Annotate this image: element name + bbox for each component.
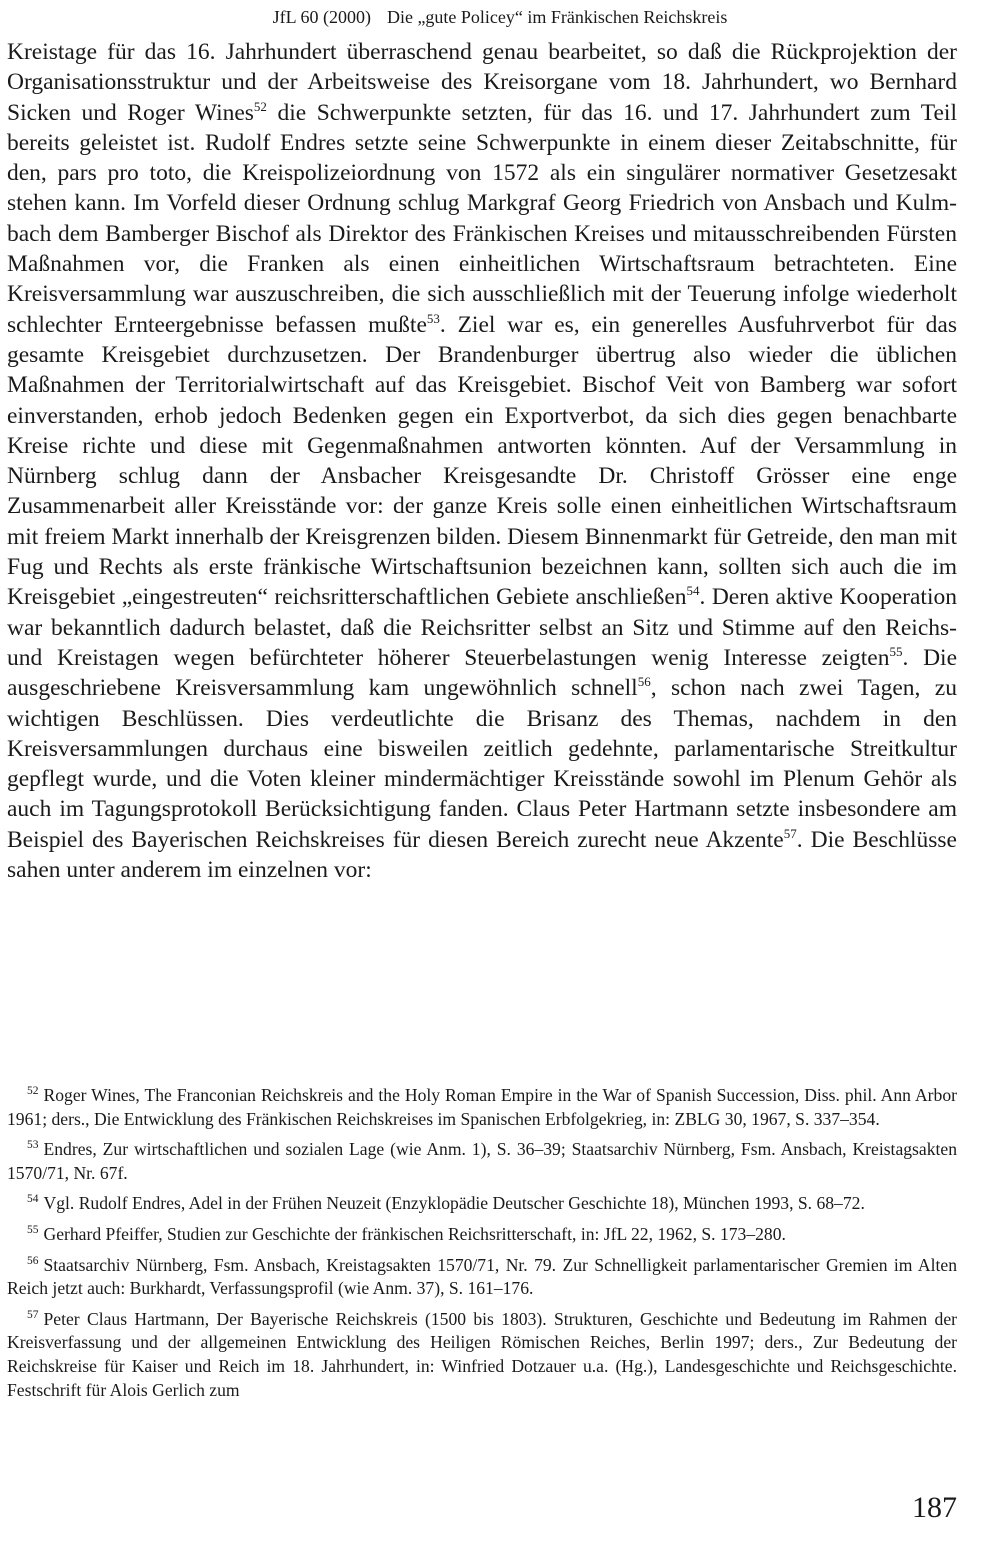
footnote-number: 53: [27, 1139, 39, 1152]
footnote-ref-55: 55: [889, 643, 903, 659]
footnote-ref-52: 52: [253, 98, 267, 114]
body-paragraph: [7, 37, 957, 885]
footnote-number: 56: [27, 1254, 39, 1267]
footnote-text: Staatsarchiv Nürnberg, Fsm. Ansbach, Kreistagsakten 1570/71, Nr. 79. Zur Schnelligkeit parlamentarischer Gremien im Alten Reich jetzt auch: Burkhardt, Verfassungsprofil (wie Anm. 37), S. 161–176.: [7, 1254, 957, 1299]
body-segment: . Ziel war es, ein generelles Ausfuhrverbot für das gesamte Kreisgebiet durchzusetzen. Der Brandenburger übertrug also wieder die üblichen Maßnahmen der Territorialwirtschaft auf das Kreisgebiet. Bischof Veit von Bamberg war sofort einverstanden, erhob jedoch Bedenken gegen ein Exportverbot, da sich dies gegen benachbarte Kreise richte und diese mit Gegenmaßnahmen antworten könnten. Auf der Versammlung in Nürnberg schlug dann der Ansbacher Kreisgesandte Dr. Christoff Grösser eine enge Zusammenarbeit aller Kreisstände vor: der ganze Kreis solle einen einheitlichen Wirtschaftsraum mit freiem Markt innerhalb der Kreisgrenzen bilden. Diesem Binnenmarkt für Getreide, den man mit Fug und Rechts als erste fränkische Wirtschaftsunion bezeichnen kann, sollten sich auch die im Kreisgebiet „eingestreuten“ reichsritterschaftlichen Gebiete anschließen: [7, 311, 957, 611]
footnote-56: [7, 1254, 957, 1301]
footnote-54: [7, 1192, 957, 1216]
footnote-text: Endres, Zur wirtschaftlichen und sozialen Lage (wie Anm. 1), S. 36–39; Staatsarchiv Nürnberg, Fsm. Ansbach, Kreistagsakten 1570/71, Nr. 67f.: [7, 1139, 957, 1183]
footnote-number: 52: [27, 1085, 39, 1097]
article-title: Die „gute Policey“ im Fränkischen Reichskreis: [386, 7, 728, 27]
footnote-number: 54: [27, 1193, 39, 1206]
journal-citation: JfL 60 (2000): [272, 7, 371, 27]
footnote-text: Vgl. Rudolf Endres, Adel in der Frühen Neuzeit (Enzyklopädie Deutscher Geschichte 18), München 1993, S. 68–72.: [43, 1193, 865, 1214]
body-segment: . Deren aktive Kooperation war bekanntlich dadurch belastet, daß die Reichsritter selbst an Sitz und Stimme auf den Reichs- und Kreistagen wegen befürchteter höherer Steuerbelastungen wenig Interesse zeigten: [7, 584, 957, 671]
running-head: [0, 6, 1000, 28]
footnote-text: Peter Claus Hartmann, Der Bayerische Reichskreis (1500 bis 1803). Strukturen, Geschichte und Bedeutung im Rahmen der Kreisverfassung und der allgemeinen Entwicklung des Heiligen Römischen Reiches, Berlin 1997; ders., Zur Bedeutung der Reichskreise für Kaiser und Reich im 18. Jahrhundert, in: Winfried Dotzauer u.a. (Hg.), Landesgeschichte und Reichsgeschichte. Festschrift für Alois Gerlich zum: [7, 1308, 957, 1400]
footnote-text: Gerhard Pfeiffer, Studien zur Geschichte der fränkischen Reichsritterschaft, in: JfL 22, 1962, S. 173–280.: [43, 1223, 786, 1244]
footnote-53: [7, 1138, 957, 1185]
footnote-ref-54: 54: [686, 583, 700, 599]
body-segment: Kreistage für das 16. Jahrhundert überraschend genau bearbeitet, so daß die Rückprojektion der Organisationsstruktur und der Arbeitsweise des Kreisorgane vom 18. Jahrhundert, wo Bernhard Sicken und Roger Wines: [7, 39, 957, 126]
footnote-ref-57: 57: [783, 825, 797, 841]
footnote-number: 57: [27, 1308, 39, 1321]
footnote-number: 55: [27, 1223, 39, 1236]
footnote-52: [7, 1084, 957, 1131]
body-segment: die Schwerpunkte setzten, für das 16. und 17. Jahrhundert zum Teil bereits geleistet ist. Rudolf Endres setzte seine Schwerpunkte in einem dieser Zeitabschnitte, für den, pars pro toto, die Kreispolizeiordnung von 1572 als ein singulärer normativer Gesetzesakt stehen kann. Im Vorfeld dieser Ordnung schlug Markgraf Georg Friedrich von Ansbach und Kulmbach dem Bamberger Bischof als Direktor des Fränkischen Kreises und mitausschreibenden Fürsten Maßnahmen vor, die Franken als einen einheitlichen Wirtschaftsraum betrachteten. Eine Kreisversammlung war auszuschreiben, die sich ausschließlich mit der Teuerung infolge wiederholt schlechter Ernteergebnisse befassen mußte: [7, 99, 957, 338]
footnote-ref-53: 53: [426, 310, 440, 326]
body-segment: . Die ausgeschriebene Kreisversammlung kam ungewöhnlich schnell: [7, 644, 957, 702]
footnote-ref-56: 56: [637, 674, 651, 690]
main-text: [7, 37, 957, 885]
footnote-57: [7, 1308, 957, 1402]
body-segment: , schon nach zwei Tagen, zu wichtigen Beschlüssen. Dies verdeutlichte die Brisanz des Themas, nachdem in den Kreisversammlungen durchaus eine bisweilen zeitlich gedehnte, parlamentarische Streitkultur gepflegt wurde, und die Voten kleiner mindermächtiger Kreisstände sowohl im Plenum Gehör als auch im Tagungsprotokoll Berücksichtigung fanden. Claus Peter Hartmann setzte insbesondere am Beispiel des Bayerischen Reichskreises für diesen Bereich zurecht neue Akzente: [7, 675, 957, 853]
footnote-text: Roger Wines, The Franconian Reichskreis and the Holy Roman Empire in the War of Spanish Succession, Diss. phil. Ann Arbor 1961; ders., Die Entwicklung des Fränkischen Reichskreises im Spanischen Erbfolgekrieg, in: ZBLG 30, 1967, S. 337–354.: [7, 1085, 957, 1129]
page-number: 187: [912, 1491, 957, 1524]
footnotes: [7, 1084, 957, 1409]
footnote-55: [7, 1223, 957, 1247]
body-segment: . Die Beschlüsse sahen unter anderem im einzelnen vor:: [7, 826, 957, 884]
